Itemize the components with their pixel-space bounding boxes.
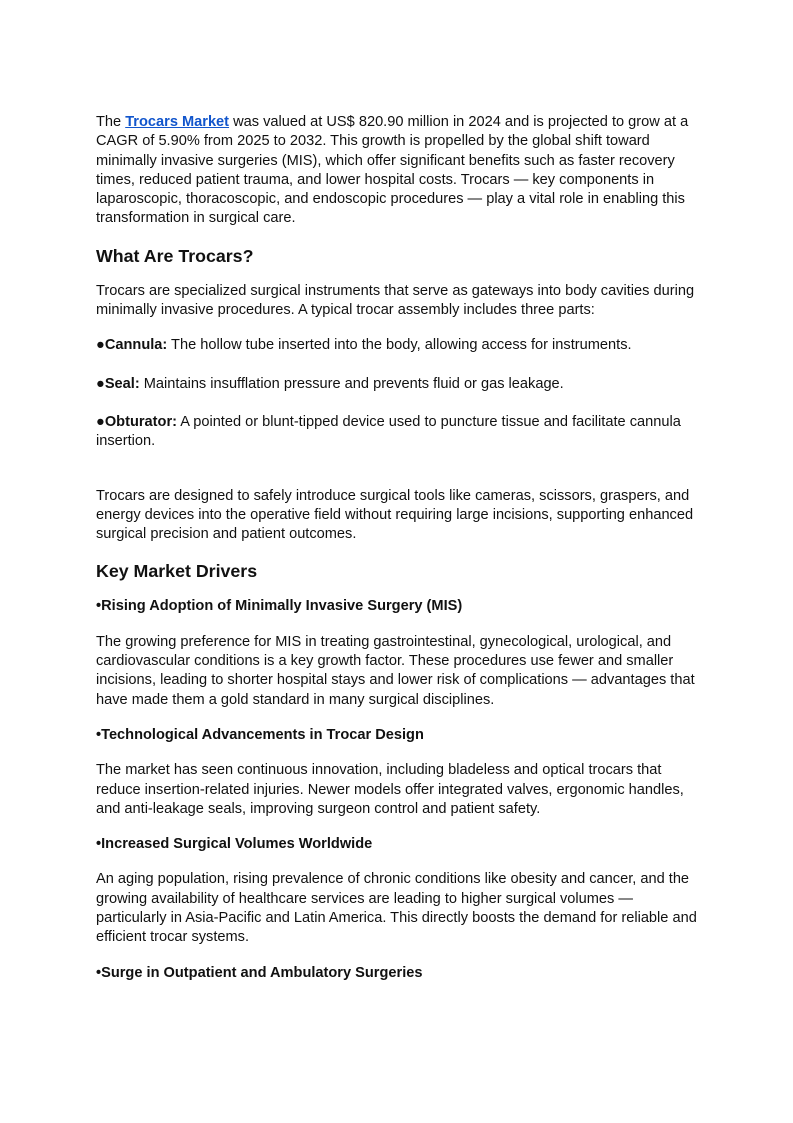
- what-are-trocars-heading: What Are Trocars?: [96, 245, 254, 266]
- driver-text-mis: The growing preference for MIS in treating gastrointestinal, gynecological, urological, and cardiovascular conditions is a key growth factor. These procedures use fewer and smaller incisions, leading to shorter hospital stays and lower risk of complications — advantages that have made them a gold standard in many surgical disciplines.: [96, 633, 695, 708]
- intro-text: was valued at US$ 820.90 million in 2024 and is projected to grow at a CAGR of 5.90% from 2025 to 2032. This growth is propelled by the global shift toward minimally invasive surgeries (MIS), which offer significant benefits such as faster recovery times, reduced patient trauma, and lower hospital costs. Trocars — key components in laparoscopic, thoracoscopic, and endoscopic procedures — play a vital role in enabling this transformation in surgical care.: [96, 114, 689, 227]
- bullet-text: Maintains insufflation pressure and prevents fluid or gas leakage.: [139, 375, 564, 392]
- bullet-term: Cannula:: [104, 337, 168, 354]
- driver-title-surgical-volumes: •Increased Surgical Volumes Worldwide: [96, 836, 373, 853]
- driver-text-technology: The market has seen continuous innovation, including bladeless and optical trocars that reduce insertion-related injuries. Newer models offer integrated valves, ergonomic handles, and anti-leakage seals, improving surgeon control and patient safety.: [96, 762, 684, 817]
- bullet-cannula: [96, 336, 706, 355]
- driver-title-outpatient: •Surge in Outpatient and Ambulatory Surgeries: [96, 964, 423, 981]
- what-are-trocars-paragraph: Trocars are specialized surgical instruments that serve as gateways into body cavities during minimally invasive procedures. A typical trocar assembly includes three parts:: [96, 282, 695, 319]
- bullet-dot-icon: ●: [96, 337, 105, 354]
- bullet-seal: [96, 375, 706, 394]
- trocars-market-link[interactable]: Trocars Market: [125, 114, 230, 130]
- bullet-term: Obturator:: [104, 413, 177, 430]
- bullet-dot-icon: ●: [96, 375, 105, 392]
- driver-title-mis: •Rising Adoption of Minimally Invasive Surgery (MIS): [96, 598, 463, 615]
- bullet-text: The hollow tube inserted into the body, allowing access for instruments.: [167, 337, 632, 354]
- bullet-term: Seal:: [104, 375, 140, 392]
- driver-text-surgical-volumes: An aging population, rising prevalence of chronic conditions like obesity and cancer, and the growing availability of healthcare services are leading to higher surgical volumes — particularly in Asia-Pacific and Latin America. This directly boosts the demand for reliable and efficient trocar systems.: [96, 871, 697, 946]
- bullet-text: A pointed or blunt-tipped device used to puncture tissue and facilitate cannula insertion.: [96, 413, 681, 450]
- document-page: [96, 113, 706, 983]
- bullet-dot-icon: ●: [96, 413, 105, 430]
- trocar-design-paragraph: Trocars are designed to safely introduce surgical tools like cameras, scissors, graspers, and energy devices into the operative field without requiring large incisions, supporting enhanced surgical precision and patient outcomes.: [96, 487, 694, 543]
- bullet-obturator: [96, 413, 706, 452]
- driver-title-technology: •Technological Advancements in Trocar Design: [96, 726, 424, 743]
- key-market-drivers-heading: Key Market Drivers: [96, 561, 258, 582]
- intro-prefix: The: [96, 114, 126, 130]
- intro-paragraph: [96, 113, 706, 229]
